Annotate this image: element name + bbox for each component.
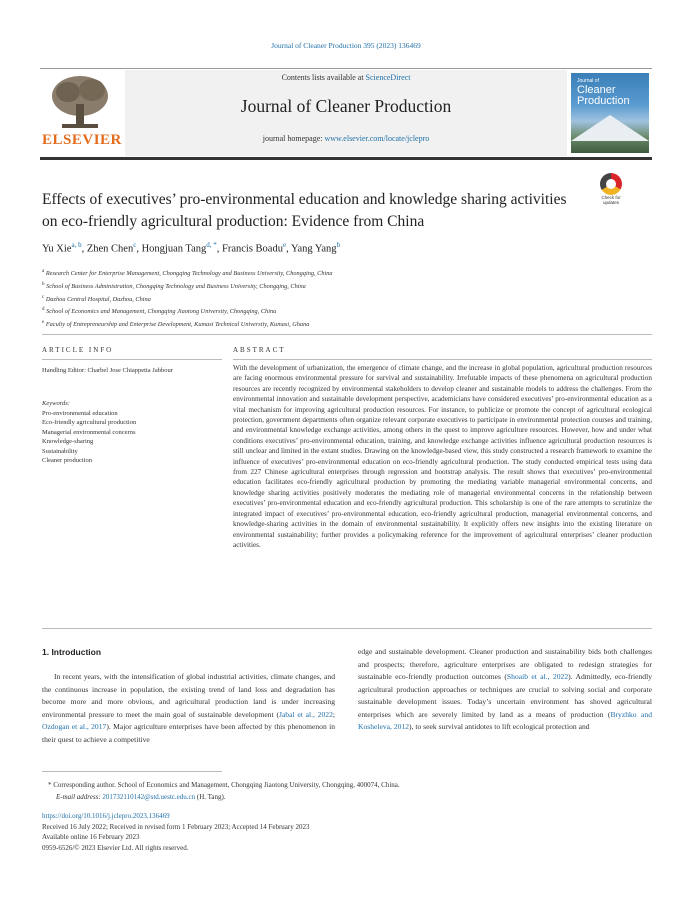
affiliation-sup: b — [42, 281, 45, 287]
keywords-heading: Keywords: — [42, 400, 70, 407]
journal-title: Journal of Cleaner Production — [240, 96, 452, 116]
intro-text: In recent years, with the intensification of global industrial activities, climate changes, and the continuous increase in population, the existing trend of land loss and degradation has become more and more obvious, and agricultural production land is under increasing environmental pressure to meet the main goal of sustainable development ( — [42, 672, 335, 719]
citation-link[interactable]: Ozdogan et al., 2017 — [42, 722, 107, 731]
section-heading-introduction: 1. Introduction — [42, 647, 102, 657]
corresponding-text: Corresponding author. School of Economics and Management, Chongqing Jiaotong University, Chongqing, 400074, China. — [53, 781, 400, 789]
affiliation-item — [42, 318, 642, 331]
divider — [233, 359, 652, 360]
elsevier-tree-icon — [48, 74, 112, 130]
article-meta — [42, 811, 642, 853]
affiliation-item — [42, 280, 642, 293]
abstract-text: With the development of urbanization, the emergence of climate change, and the increase in global population, agricultural production resources are facing enormous environmental pressure for survival and sustainability. Irrefutable impacts of these phenomena on agricultural production resources are recently recognized by environmental stakeholders to develop cleaner and sustainable models to address the challenges. From the environmental innovation and sustainable development perspective, academicians have considered executives’ pro-environmental education as a vital mechanism for improving agricultural production resources. For instance, to publicize or promote the concept of agricultural ecological protection, government departments often organize relevant corporate executives to participate in environmental protection courses and training, and environmental knowledge exchange activities, among others in the quest to improve agriculture resources. However, how and under what conditions executives’ pro-environmental education, training, and knowledge exchange activities influence agricultural production resources is still unclear and limited in the extant studies. Drawing on the knowledge-based view, this study constructed a research framework to examine the influence of executives’ pro-environmental education on eco-friendly agricultural production. The study conducted empirical tests using data from 227 Chinese agricultural enterprises through regression and bootstrap analysis. The result shows that executives’ pro-environmental education facilitates eco-friendly agricultural production by promoting the mediating variable managerial environmental concerns, and knowledge sharing activities positively moderates the mediating role of managerial environmental concerns in the relationship between executives’ pro-environmental education and eco-friendly agricultural production. This scholarship is one of the rare attempts to scrutinize the integrated impact of executives’ pro-environmental education, eco-friendly agricultural production, managerial environmental concerns, and knowledge-sharing activities in the domain of environmental sustainability. It explicitly offers new insights into the existing literature on environmental sustainability; further provides a policymaking reference for the improvement of agricultural enterprises’ cleaner production activities. — [233, 364, 652, 549]
elsevier-logo[interactable] — [42, 74, 122, 149]
keywords-block — [42, 399, 222, 466]
author-name[interactable]: Yu Xie — [42, 243, 72, 255]
email-line — [48, 791, 648, 803]
divider — [42, 334, 652, 335]
author-name[interactable]: Zhen Chen — [86, 243, 134, 255]
footnote-divider — [42, 771, 222, 772]
author-affil-sup[interactable]: e — [282, 241, 287, 249]
doi-link[interactable]: https://doi.org/10.1016/j.jclepro.2023.136469 — [42, 812, 170, 820]
received-dates: Received 16 July 2022; Received in revised form 1 February 2023; Accepted 14 February 2023 — [42, 822, 310, 831]
author-name[interactable]: Yang Yang — [290, 243, 337, 255]
affiliation-text: Research Center for Enterprise Management, Chongqing Technology and Business University, Chongqing, China — [45, 270, 333, 278]
author-affil-sup[interactable]: d, * — [206, 241, 217, 249]
sciencedirect-link[interactable]: ScienceDirect — [365, 73, 411, 82]
author-affil-sup[interactable]: b — [336, 241, 341, 249]
check-updates-icon — [600, 173, 622, 195]
intro-text: ). Admittedly, eco-friendly agricultural production approaches or techniques are crucial to solving social and corporate sustainable development issues. Today’s uncertain environment has shoved agricultural enterprises which are severely limited by land as a means of production ( — [358, 672, 653, 719]
affiliation-text: School of Business Administration, Chongqing Technology and Business University, Chongqing, China — [46, 282, 306, 290]
affiliation-text: School of Economics and Management, Chongqing Jiaotong University, Chongqing, China — [46, 308, 277, 316]
author-affil-sup[interactable]: c — [133, 241, 137, 249]
divider — [42, 359, 222, 360]
article-info-heading: ARTICLE INFO — [42, 346, 114, 354]
homepage-line — [125, 134, 567, 143]
footnote-star: * — [48, 781, 52, 789]
intro-text: edge and sustainable development. Cleaner production and sustainability bids both challenges and prospects; therefore, agriculture enterprises are obligated to redesign strategies for sustainable eco-friendly production outcomes ( — [358, 647, 652, 681]
journal-masthead — [125, 70, 567, 156]
affiliation-sup: a — [42, 269, 45, 274]
cover-title-line2: Production — [577, 95, 630, 107]
cover-small-text: Journal of — [577, 78, 599, 84]
intro-left-column — [42, 671, 335, 746]
cover-mountain — [571, 115, 649, 141]
affiliation-item — [42, 267, 642, 280]
keyword-item: Eco-friendly agricultural production — [42, 419, 137, 426]
email-label: E-mail address: — [56, 793, 103, 801]
keyword-item: Managerial environmental concerns — [42, 428, 136, 436]
check-for-updates-badge[interactable] — [596, 173, 626, 207]
copyright: 0959-6526/© 2023 Elsevier Ltd. All rights reserved. — [42, 843, 189, 852]
keyword-item: Cleaner production — [42, 457, 92, 464]
intro-text: ; — [332, 709, 335, 719]
abstract-heading: ABSTRACT — [233, 346, 286, 354]
cover-title — [577, 85, 630, 107]
contents-prefix: Contents lists available at — [281, 73, 366, 82]
intro-text: ), to seek survival antidotes to lift ecological protection and — [409, 722, 590, 731]
author-name[interactable]: Francis Boadu — [222, 243, 283, 255]
intro-right-column — [358, 646, 652, 734]
affiliation-sup: d — [42, 307, 45, 313]
email-suffix: (H. Tang). — [195, 793, 226, 801]
handling-editor: Handling Editor: Charbel Jose Chiappetta Jabbour — [42, 367, 173, 374]
publisher-name: ELSEVIER — [42, 132, 122, 148]
keyword-item: Knowledge-sharing — [42, 438, 94, 445]
author-name[interactable]: Hongjuan Tang — [141, 243, 207, 255]
homepage-prefix: journal homepage: — [262, 134, 325, 143]
journal-cover-image[interactable] — [571, 73, 649, 153]
journal-homepage-link[interactable]: www.elsevier.com/locate/jclepro — [324, 134, 430, 143]
affiliation-sup: e — [42, 320, 45, 326]
corresponding-footnote — [48, 779, 648, 803]
author-affil-sup[interactable]: a, b — [71, 241, 82, 249]
cover-title-line1: Cleaner — [577, 84, 616, 96]
affiliation-list — [42, 267, 642, 331]
divider — [42, 628, 652, 629]
paper-title: Effects of executives’ pro-environmental education and knowledge sharing activities on eco-friendly agricultural production: Evidence from China — [42, 191, 567, 230]
available-online: Available online 16 February 2023 — [42, 833, 140, 841]
affiliation-text: Faculty of Entrepreneurship and Enterprise Development, Kumasi Technical University, Kumasi, Ghana — [45, 321, 310, 329]
keyword-item: Sustainability — [42, 447, 78, 455]
corresponding-author-note — [48, 779, 648, 791]
keyword-item: Pro-environmental education — [42, 409, 118, 417]
intro-text: ). Major agriculture enterprises have been affected by this phenomenon in their quest to achieve a competitive — [42, 722, 335, 744]
affiliation-text: Dazhou Central Hospital, Dazhou, China — [45, 295, 151, 303]
contents-line — [125, 73, 567, 82]
citation-link[interactable]: Shoaib et al., 2022 — [506, 672, 569, 681]
author-list: Yu Xie$^{a, b}$, Zhen Chen$^c$, Hongjuan Tang$^{d, *}$, Francis Boadu$^e$, Yang Yang$^b$ — [42, 241, 341, 255]
email-link[interactable]: 201732110142@std.uestc.edu.cn — [102, 793, 196, 801]
affiliation-item — [42, 293, 642, 306]
citation-link[interactable]: Bryzhko and Kosheleva, 2012 — [358, 709, 653, 731]
affiliation-sup: c — [42, 294, 45, 300]
check-updates-label: Check for updates — [601, 195, 621, 205]
affiliation-item — [42, 305, 642, 318]
journal-citation[interactable]: Journal of Cleaner Production 395 (2023) 136469 — [271, 41, 421, 50]
citation-link[interactable]: Jabal et al., 2022 — [278, 709, 333, 719]
